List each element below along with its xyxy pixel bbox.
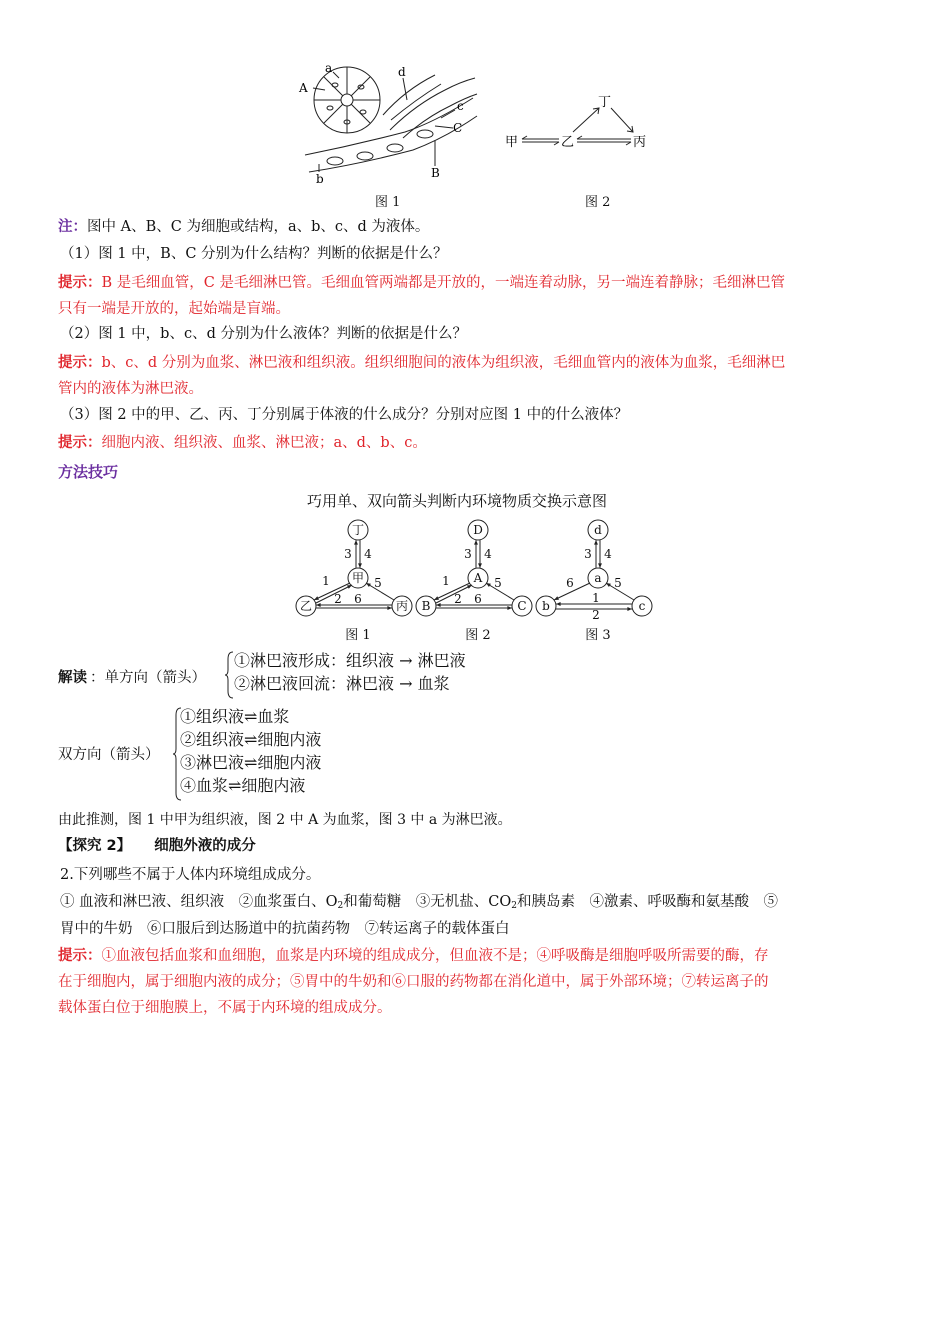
diagram-3-caption: 图 3	[585, 628, 611, 643]
diagram-1-label-4: 4	[364, 547, 372, 561]
method-diagrams-svg	[290, 515, 660, 645]
diagram-2-arrow-1	[434, 583, 470, 600]
fig2-node-bing: 丙	[633, 135, 647, 150]
diagram-3-label-1: 1	[592, 591, 600, 605]
diagram-1-arrow-6b-head	[387, 606, 392, 610]
diagram-1-arrow-6a-head	[316, 603, 321, 607]
fig2-node-yi: 乙	[561, 135, 575, 150]
diagram-2-arrow-4-head	[478, 563, 482, 568]
explore2-options-line1: ① 血液和淋巴液、组织液 ②血浆蛋白、$O_2$和葡萄糖 ③无机盐、$CO_2$和胰岛素 ④激素、呼吸酶和氨基酸 ⑤	[60, 894, 778, 911]
diagram-3-label-6: 6	[566, 576, 574, 590]
one-way-item-1: ①淋巴液形成：组织液 → 淋巴液	[234, 651, 466, 670]
diagram-3-arrow-3-head	[594, 540, 598, 545]
fig1-label-C: C	[453, 121, 463, 135]
diagram-1-node-right: 丙	[395, 599, 409, 613]
diagram-3-arrow-2-head	[627, 607, 632, 611]
diagram-1-label-6: 6	[354, 592, 362, 606]
diagram-3-label-2: 2	[592, 608, 600, 622]
explore2-hint-line3: 载体蛋白位于细胞膜上，不属于内环境的组成成分。	[58, 1000, 392, 1016]
tissue-drawing	[295, 60, 480, 185]
diagram-2-node-mid: A	[473, 571, 483, 585]
diagram-2-caption: 图 2	[465, 628, 491, 643]
q1-question: （1）图 1 中，B、C 分别为什么结构？判断的依据是什么？	[60, 246, 448, 262]
two-way-item-4: ④血浆⇌细胞内液	[180, 776, 306, 795]
explore2-hint-label: 提示：	[58, 947, 102, 964]
fig1-label-d: d	[398, 65, 406, 79]
diagram-3-label-4: 4	[604, 547, 612, 561]
diagram-1-label-1: 1	[322, 574, 330, 588]
diagram-3-node-mid: a	[594, 571, 602, 585]
diagram-2-node-left: B	[421, 599, 431, 613]
fig1-label-a: a	[325, 61, 333, 75]
q2-hint-label: 提示：	[58, 354, 102, 371]
diagram-1-arrow-4-head	[358, 563, 362, 568]
diagram-2-label-4: 4	[484, 547, 492, 561]
two-way-label: 双方向（箭头）	[58, 747, 160, 763]
figure-1-tissue	[295, 60, 480, 185]
diagram-2-arrow-6a-head	[436, 603, 441, 607]
q1-hint-line1: 提示：B 是毛细血管，C 是毛细淋巴管。毛细血管两端都是开放的，一端连着动脉，另一端连着静脉；毛细淋巴管	[58, 274, 785, 291]
diagram-3-arrow-4-head	[598, 563, 602, 568]
diagram-3-label-5: 5	[614, 576, 622, 590]
one-way-label: ：单方向（箭头）	[90, 670, 206, 686]
diagram-2-arrow-6b-head	[507, 606, 512, 610]
two-way-item-2: ②组织液⇌细胞内液	[180, 730, 322, 749]
diagram-1-node-left: 乙	[299, 599, 313, 613]
diagram-3-node-right: c	[638, 599, 646, 613]
diagram-1-label-3: 3	[344, 547, 352, 561]
diagram-2-label-3: 3	[464, 547, 472, 561]
diagram-2-arrow-3-head	[474, 540, 478, 545]
fig1-label-B: B	[431, 166, 440, 180]
fig2-node-ding: 丁	[598, 95, 612, 110]
diagram-2-label-1: 1	[442, 574, 450, 588]
diagram-2-label-6: 6	[474, 592, 482, 606]
q2-question: （2）图 1 中，b、c、d 分别为什么液体？判断的依据是什么？	[60, 326, 467, 342]
note-text: 图中 A、B、C 为细胞或结构，a、b、c、d 为液体。	[87, 219, 430, 235]
diagram-2-label-2: 2	[454, 592, 462, 606]
explore2-heading: 【探究 2】	[58, 838, 132, 854]
figure-2-diagram	[505, 92, 665, 152]
diagram-3-node-left: b	[542, 599, 550, 613]
diagram-2-label-5: 5	[494, 576, 502, 590]
interpret-label: 解读	[58, 669, 87, 686]
diagram-3-arrow-1-head	[556, 602, 561, 606]
diagram-1-label-2: 2	[334, 592, 342, 606]
method-diagram-title: 巧用单、双向箭头判断内环境物质交换示意图	[307, 492, 608, 510]
q2-hint-line2: 管内的液体为淋巴液。	[58, 381, 203, 397]
note-line	[58, 217, 429, 237]
explore2-hint-line1: 提示：①血液包括血浆和血细胞，血浆是内环境的组成成分，但血液不是；④呼吸酶是细胞呼吸所需要的酶，存	[58, 947, 769, 964]
explore2-options-line2: 胃中的牛奶 ⑥口服后到达肠道中的抗菌药物 ⑦转运离子的载体蛋白	[60, 921, 510, 937]
explore2-heading-line	[58, 836, 256, 856]
q2-hint-line1: 提示：b、c、d 分别为血浆、淋巴液和组织液。组织细胞间的液体为组织液，毛细血管内的液体为血浆，毛细淋巴	[58, 354, 786, 371]
diagram-1-node-top: 丁	[351, 523, 365, 537]
diagram-2-node-top: D	[473, 523, 483, 537]
explore2-heading-title: 细胞外液的成分	[154, 838, 256, 854]
explore2-hint-line2: 在于细胞内，属于细胞内液的成分；⑤胃中的牛奶和⑥口服的药物都在消化道中，属于外部环境；⑦转运离子的	[58, 974, 769, 990]
two-way-item-1: ①组织液⇌血浆	[180, 707, 290, 726]
q3-hint-label: 提示：	[58, 434, 102, 451]
q1-hint-line2: 只有一端是开放的，起始端是盲端。	[58, 301, 290, 317]
fig1-label-c: c	[457, 99, 464, 113]
note-label: 注：	[58, 218, 87, 235]
fig1-label-A: A	[299, 81, 308, 95]
q3-hint: 提示：细胞内液、组织液、血浆、淋巴液；a、d、b、c。	[58, 434, 427, 451]
method-heading: 方法技巧	[58, 463, 119, 481]
q1-hint-label: 提示：	[58, 274, 102, 291]
figure-2-caption: 图 2	[585, 195, 611, 210]
fig1-label-b: b	[316, 172, 324, 185]
figure-1-caption: 图 1	[375, 195, 401, 210]
diagram-1-arrow-3-head	[354, 540, 358, 545]
diagram-2-node-right: C	[517, 599, 527, 613]
explore2-question: 2.下列哪些不属于人体内环境组成成分。	[60, 867, 321, 883]
diagram-3-node-top: d	[594, 523, 602, 537]
two-way-item-3: ③淋巴液⇌细胞内液	[180, 753, 322, 772]
diagram-1-arrow-1	[314, 583, 350, 600]
method-diagrams	[290, 515, 660, 645]
diagram-3-label-3: 3	[584, 547, 592, 561]
interpret-conclusion: 由此推测，图 1 中甲为组织液，图 2 中 A 为血浆，图 3 中 a 为淋巴液。	[58, 812, 512, 828]
q3-question: （3）图 2 中的甲、乙、丙、丁分别属于体液的什么成分？分别对应图 1 中的什么液体？	[60, 407, 629, 423]
diagram-1-label-5: 5	[374, 576, 382, 590]
one-way-item-2: ②淋巴液回流：淋巴液 → 血浆	[234, 674, 450, 693]
diagram-1-node-mid: 甲	[351, 571, 365, 585]
one-way-brace	[224, 651, 234, 699]
fig2-node-jia: 甲	[505, 135, 519, 150]
diagram-1-caption: 图 1	[345, 628, 371, 643]
